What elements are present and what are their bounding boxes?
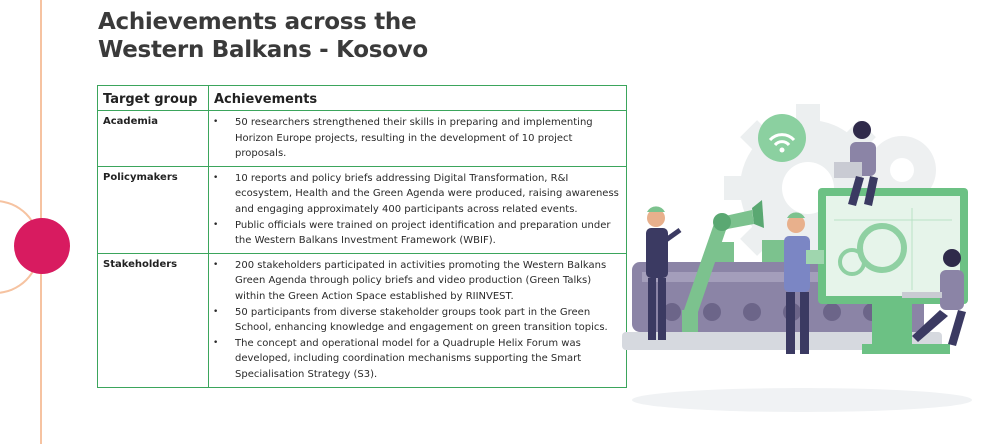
header-achievements: Achievements xyxy=(209,86,627,111)
list-item: • 50 participants from diverse stakeholder groups took part in the Green School, enhancing knowledge and engagement on green transition topics. xyxy=(213,305,620,336)
wifi-icon xyxy=(758,114,806,162)
innovation-illustration xyxy=(612,100,988,440)
achievements-cell xyxy=(209,253,627,387)
title-line-1: Achievements across the xyxy=(98,9,417,35)
achievements-table xyxy=(97,85,627,388)
achievements-list xyxy=(213,115,620,162)
list-item: • 200 stakeholders participated in activities promoting the Western Balkans Green Agenda through policy briefs and video production (Green Talks) within the Green Action Space established by RIINVEST. xyxy=(213,258,620,305)
target-group-cell: Policymakers xyxy=(98,166,209,253)
list-item: • Public officials were trained on project identification and preparation under the Western Balkans Investment Framework (WBIF). xyxy=(213,218,620,249)
list-item: • 10 reports and policy briefs addressing Digital Transformation, R&I ecosystem, Health and the Green Agenda were produced, raising awareness and engaging approximately 400 participants across related events. xyxy=(213,171,620,218)
table-row xyxy=(98,166,627,253)
target-group-cell: Academia xyxy=(98,111,209,167)
table-header-row xyxy=(98,86,627,111)
achievements-cell xyxy=(209,166,627,253)
table-row xyxy=(98,111,627,167)
achievements-list xyxy=(213,171,620,249)
ground-shadow xyxy=(632,388,972,412)
achievements-list xyxy=(213,258,620,383)
target-group-cell: Stakeholders xyxy=(98,253,209,387)
title-line-2: Western Balkans - Kosovo xyxy=(98,37,428,63)
header-target-group: Target group xyxy=(98,86,209,111)
achievements-cell xyxy=(209,111,627,167)
page-title xyxy=(98,8,428,64)
list-item: • 50 researchers strengthened their skills in preparing and implementing Horizon Europe projects, resulting in the development of 10 project proposals. xyxy=(213,115,620,162)
accent-dot xyxy=(14,218,70,274)
table-row xyxy=(98,253,627,387)
list-item: • The concept and operational model for a Quadruple Helix Forum was developed, including coordination mechanisms supporting the Smart Specialisation Strategy (S3). xyxy=(213,336,620,383)
